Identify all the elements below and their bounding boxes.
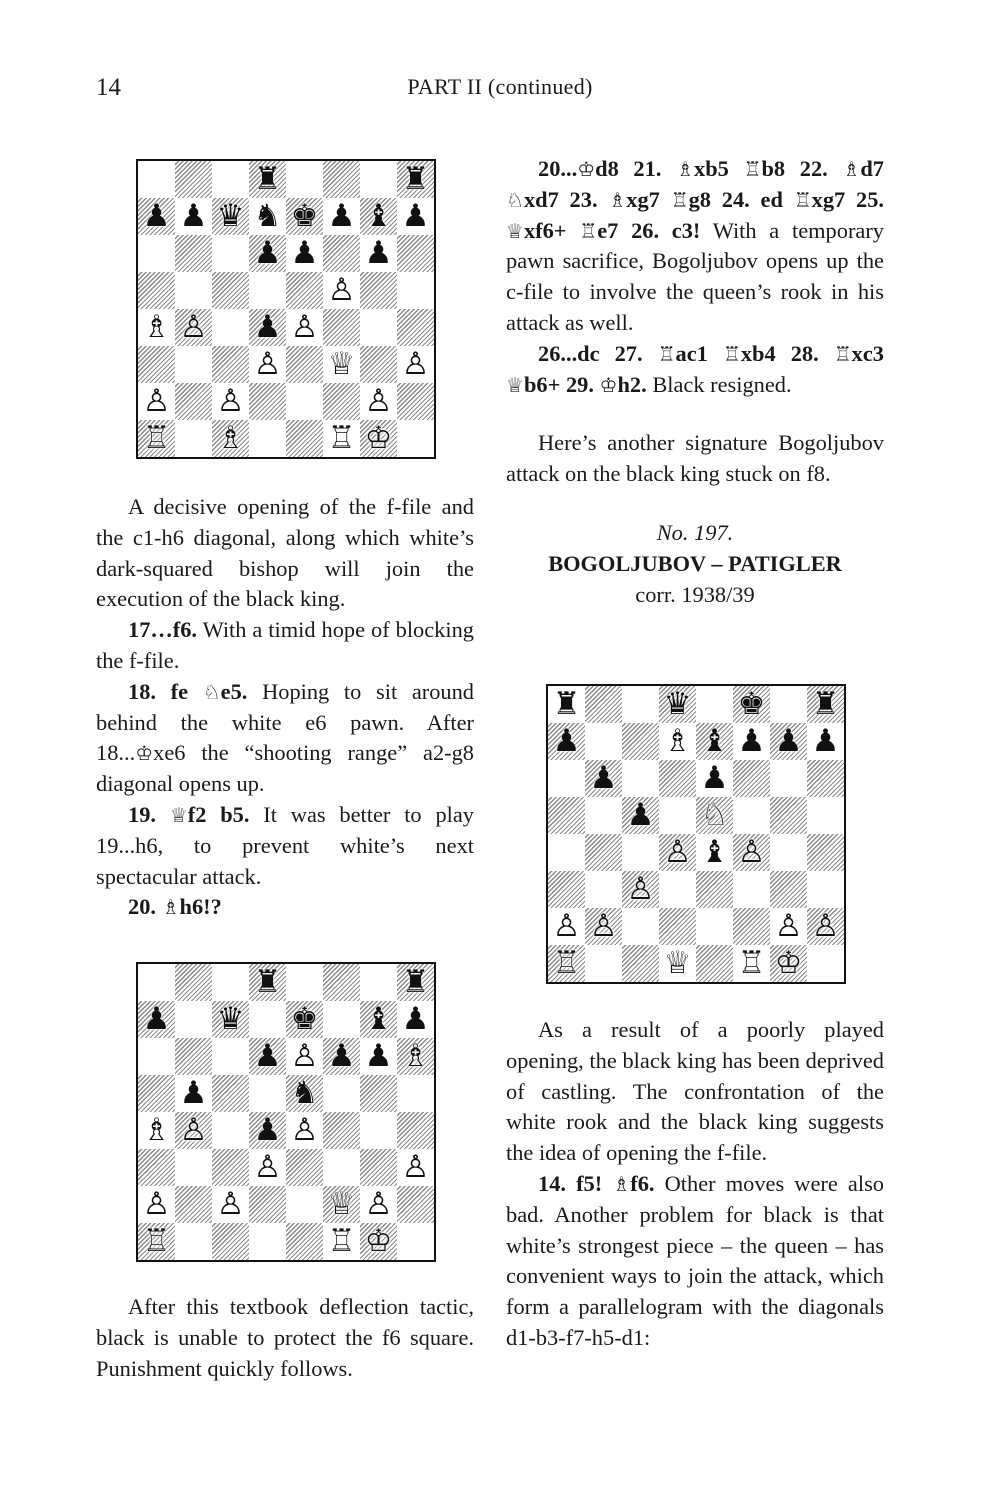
light-square — [323, 1075, 360, 1112]
black-pawn-icon: ♟ — [364, 1038, 393, 1074]
light-square — [212, 964, 249, 1001]
dark-square — [286, 1223, 323, 1260]
bishop-figurine-icon: ♗ — [608, 187, 627, 212]
dark-square — [585, 686, 622, 723]
white-pawn-icon: ♙ — [737, 834, 766, 870]
dark-square — [175, 1038, 212, 1075]
light-square — [323, 1149, 360, 1186]
light-square — [770, 686, 807, 723]
m1k: e7 26. c3! — [597, 217, 701, 243]
white-pawn-icon: ♙ — [401, 1149, 430, 1185]
dark-square — [548, 871, 585, 908]
light-square — [249, 420, 286, 457]
move-14-a: 14. f5! — [538, 1170, 613, 1196]
light-square — [659, 871, 696, 908]
m1i: xg7 25. — [811, 186, 885, 212]
light-square — [807, 871, 844, 908]
move-18-b: e5. — [220, 678, 248, 704]
white-pawn-icon: ♙ — [253, 1149, 282, 1185]
king-figurine-icon: ♔ — [135, 741, 154, 766]
black-bishop-icon: ♝ — [364, 1001, 393, 1037]
white-pawn-icon: ♙ — [253, 346, 282, 382]
dark-square — [323, 235, 360, 272]
black-pawn-icon: ♟ — [179, 198, 208, 234]
dark-square — [212, 1149, 249, 1186]
move-14-b: f6. — [630, 1170, 655, 1196]
light-square — [286, 964, 323, 1001]
light-square — [807, 945, 844, 982]
dark-square — [397, 235, 434, 272]
black-pawn-icon: ♟ — [253, 235, 282, 271]
white-rook-icon: ♖ — [327, 1223, 356, 1259]
black-pawn-icon: ♟ — [327, 198, 356, 234]
light-square — [286, 161, 323, 198]
light-square — [360, 964, 397, 1001]
rook-figurine-icon: ♖ — [657, 341, 676, 366]
m2a: 26...dc 27. — [538, 340, 658, 366]
rook-figurine-icon: ♖ — [793, 187, 812, 212]
black-bishop-icon: ♝ — [364, 198, 393, 234]
black-pawn-icon: ♟ — [552, 723, 581, 759]
m1d: b8 22. — [761, 156, 843, 181]
light-square — [138, 964, 175, 1001]
paragraph-move-19 — [96, 800, 474, 892]
dark-square — [807, 760, 844, 797]
dark-square — [397, 309, 434, 346]
black-pawn-icon: ♟ — [142, 198, 171, 234]
white-bishop-icon: ♗ — [663, 723, 692, 759]
m2e: b6+ 29. — [523, 371, 600, 397]
white-pawn-icon: ♙ — [290, 1112, 319, 1148]
game-number: No. 197. — [656, 519, 734, 545]
dark-square — [770, 871, 807, 908]
dark-square — [175, 161, 212, 198]
dark-square — [733, 760, 770, 797]
running-head: PART II (continued) — [407, 74, 593, 99]
dark-square — [360, 1149, 397, 1186]
black-pawn-icon: ♟ — [179, 1075, 208, 1111]
move-18-a: 18. fe — [128, 678, 203, 704]
white-rook-icon: ♖ — [552, 945, 581, 981]
dark-square — [323, 309, 360, 346]
light-square — [807, 797, 844, 834]
light-square — [249, 1001, 286, 1038]
white-pawn-icon: ♙ — [811, 908, 840, 944]
king-figurine-icon: ♔ — [577, 157, 596, 181]
paragraph-moves-26-29 — [506, 339, 884, 401]
comment-17: With a timid hope of blocking the f-file. — [96, 617, 474, 673]
black-rook-icon: ♜ — [401, 964, 430, 1000]
dark-square — [622, 723, 659, 760]
paragraph-move-17 — [96, 615, 474, 677]
white-pawn-icon: ♙ — [327, 272, 356, 308]
dark-square — [175, 383, 212, 420]
white-pawn-icon: ♙ — [216, 383, 245, 419]
white-rook-icon: ♖ — [142, 420, 171, 456]
black-king-icon: ♚ — [290, 198, 319, 234]
white-pawn-icon: ♙ — [142, 383, 171, 419]
right-column-upper — [506, 154, 884, 610]
black-pawn-icon: ♟ — [401, 198, 430, 234]
page-number: 14 — [96, 74, 121, 101]
white-pawn-icon: ♙ — [179, 309, 208, 345]
dark-square — [175, 1186, 212, 1223]
chess-diagram-1 — [136, 159, 436, 459]
m1b: d8 21. — [595, 156, 677, 181]
light-square — [397, 272, 434, 309]
dark-square — [323, 383, 360, 420]
light-square — [360, 161, 397, 198]
black-pawn-icon: ♟ — [253, 1112, 282, 1148]
game-event: corr. 1938/39 — [635, 581, 755, 607]
move-20-a: 20. — [128, 894, 162, 920]
black-pawn-icon: ♟ — [589, 760, 618, 796]
black-pawn-icon: ♟ — [142, 1001, 171, 1037]
light-square — [175, 1149, 212, 1186]
white-pawn-icon: ♙ — [364, 383, 393, 419]
white-pawn-icon: ♙ — [364, 1186, 393, 1222]
light-square — [175, 1001, 212, 1038]
white-rook-icon: ♖ — [737, 945, 766, 981]
black-queen-icon: ♛ — [216, 198, 245, 234]
light-square — [733, 797, 770, 834]
paragraph-poorly-played-opening: As a result of a poorly played opening, the black king has been deprived of castling. The confrontation of the white rook and the black king suggests the idea of opening the f-file. — [506, 1017, 884, 1166]
rook-figurine-icon: ♖ — [670, 187, 689, 212]
light-square — [323, 1001, 360, 1038]
m2c: xb4 28. — [740, 340, 834, 366]
light-square — [286, 1186, 323, 1223]
dark-square — [807, 834, 844, 871]
dark-square — [249, 383, 286, 420]
right-column-lower — [506, 1015, 884, 1354]
white-pawn-icon: ♙ — [290, 1038, 319, 1074]
dark-square — [212, 272, 249, 309]
light-square — [249, 1075, 286, 1112]
dark-square — [696, 871, 733, 908]
dark-square — [175, 235, 212, 272]
dark-square — [585, 834, 622, 871]
white-bishop-icon: ♗ — [142, 1112, 171, 1148]
paragraph-moves-20-26 — [506, 154, 884, 339]
dark-square — [360, 346, 397, 383]
game-title: BOGOLJUBOV – PATIGLER — [548, 550, 842, 576]
m1h: g8 24. ed — [688, 186, 794, 212]
black-knight-icon: ♞ — [253, 198, 282, 234]
knight-figurine-icon: ♘ — [506, 187, 524, 212]
light-square — [397, 420, 434, 457]
light-square — [622, 686, 659, 723]
white-pawn-icon: ♙ — [589, 908, 618, 944]
black-pawn-icon: ♟ — [401, 1001, 430, 1037]
move-19-b: f2 b5. — [187, 801, 250, 827]
dark-square — [138, 272, 175, 309]
move-19-a: 19. — [128, 801, 170, 827]
light-square — [249, 272, 286, 309]
black-rook-icon: ♜ — [253, 161, 282, 197]
dark-square — [360, 1075, 397, 1112]
rook-figurine-icon: ♖ — [833, 341, 852, 366]
white-queen-icon: ♕ — [327, 1186, 356, 1222]
rook-figurine-icon: ♖ — [579, 218, 598, 243]
chess-diagram-3 — [546, 684, 846, 984]
black-bishop-icon: ♝ — [700, 723, 729, 759]
move-14 — [538, 1171, 655, 1196]
light-square — [659, 797, 696, 834]
light-square — [175, 420, 212, 457]
dark-square — [659, 760, 696, 797]
chess-diagram-2 — [136, 962, 436, 1262]
dark-square — [323, 161, 360, 198]
comment-18b: xe6 the “shooting range” a2-g8 diagonal opens up. — [96, 740, 474, 797]
white-pawn-icon: ♙ — [401, 346, 430, 382]
dark-square — [286, 272, 323, 309]
black-knight-icon: ♞ — [290, 1075, 319, 1111]
move-17: 17…f6. — [128, 617, 198, 643]
dark-square — [138, 346, 175, 383]
dark-square — [360, 272, 397, 309]
light-square — [138, 1038, 175, 1075]
light-square — [175, 346, 212, 383]
light-square — [212, 161, 249, 198]
black-rook-icon: ♜ — [811, 686, 840, 722]
paragraph-move-20 — [96, 892, 474, 923]
white-queen-icon: ♕ — [663, 945, 692, 981]
light-square — [360, 1112, 397, 1149]
dark-square — [286, 346, 323, 383]
dark-square — [286, 1149, 323, 1186]
white-pawn-icon: ♙ — [552, 908, 581, 944]
light-square — [696, 686, 733, 723]
m2b: ac1 — [675, 340, 723, 366]
light-square — [175, 272, 212, 309]
light-square — [585, 797, 622, 834]
black-pawn-icon: ♟ — [290, 235, 319, 271]
dark-square — [397, 383, 434, 420]
white-queen-icon: ♕ — [327, 346, 356, 382]
m1j: xf6+ — [523, 217, 580, 243]
white-pawn-icon: ♙ — [142, 1186, 171, 1222]
paragraph-opening-f-file: A decisive opening of the f-file and the c1-h6 diagonal, along which white’s dark-squared bishop will join the execution of the black king. — [96, 494, 474, 612]
dark-square — [323, 964, 360, 1001]
move-18 — [128, 679, 247, 704]
comment-18a: Hoping to sit around behind the white e6 pawn. After 18... — [96, 678, 475, 766]
m1c: xb5 — [694, 156, 744, 181]
light-square — [360, 309, 397, 346]
black-queen-icon: ♛ — [216, 1001, 245, 1037]
bishop-figurine-icon: ♗ — [612, 1171, 631, 1196]
light-square — [212, 309, 249, 346]
black-king-icon: ♚ — [290, 1001, 319, 1037]
light-square — [770, 760, 807, 797]
light-square — [622, 760, 659, 797]
light-square — [212, 1112, 249, 1149]
dark-square — [323, 1112, 360, 1149]
black-queen-icon: ♛ — [663, 686, 692, 722]
dark-square — [249, 1186, 286, 1223]
black-pawn-icon: ♟ — [811, 723, 840, 759]
black-pawn-icon: ♟ — [253, 1038, 282, 1074]
paragraph-move-14 — [506, 1169, 884, 1354]
m1f: xd7 23. — [523, 186, 609, 212]
white-pawn-icon: ♙ — [179, 1112, 208, 1148]
paragraph-move-18 — [96, 677, 474, 800]
left-column-lower — [96, 1292, 474, 1384]
light-square — [286, 383, 323, 420]
dark-square — [622, 945, 659, 982]
dark-square — [733, 908, 770, 945]
m1a: 20... — [538, 156, 578, 181]
light-square — [770, 834, 807, 871]
m2d: xc3 — [851, 340, 884, 366]
m1g: xg7 — [626, 186, 671, 212]
black-pawn-icon: ♟ — [737, 723, 766, 759]
black-pawn-icon: ♟ — [253, 309, 282, 345]
dark-square — [548, 797, 585, 834]
comment-14: Other moves were also bad. Another problem for black is that white’s strongest piece – the queen – has convenient ways to join the attack, which form a parallelogram with the diagonals d1-b3-f7-h5-d1: — [506, 1170, 884, 1350]
move-20 — [128, 894, 222, 919]
paragraph-deflection: After this textbook deflection tactic, black is unable to protect the f6 square. Punishment quickly follows. — [96, 1294, 474, 1381]
rook-figurine-icon: ♖ — [743, 157, 762, 181]
bishop-figurine-icon: ♗ — [842, 157, 861, 181]
white-pawn-icon: ♙ — [774, 908, 803, 944]
dark-square — [397, 1186, 434, 1223]
queen-figurine-icon: ♕ — [506, 218, 524, 243]
queen-figurine-icon: ♕ — [506, 372, 524, 397]
m1e: d7 — [860, 156, 884, 181]
black-king-icon: ♚ — [737, 686, 766, 722]
black-rook-icon: ♜ — [253, 964, 282, 1000]
dark-square — [175, 964, 212, 1001]
bishop-figurine-icon: ♗ — [161, 895, 180, 920]
comment-29: Black resigned. — [646, 371, 792, 397]
king-figurine-icon: ♔ — [599, 372, 618, 397]
dark-square — [138, 1149, 175, 1186]
light-square — [585, 945, 622, 982]
dark-square — [659, 908, 696, 945]
left-column-upper — [96, 492, 474, 923]
rook-figurine-icon: ♖ — [722, 341, 741, 366]
light-square — [548, 760, 585, 797]
knight-figurine-icon: ♘ — [202, 679, 221, 704]
white-pawn-icon: ♙ — [290, 309, 319, 345]
light-square — [249, 1223, 286, 1260]
light-square — [397, 1075, 434, 1112]
black-rook-icon: ♜ — [552, 686, 581, 722]
comment-19: It was better to play 19...h6, to prevent white’s next spectacular attack. — [96, 801, 474, 889]
move-20-b: h6!? — [179, 894, 222, 920]
white-bishop-icon: ♗ — [216, 420, 245, 456]
black-rook-icon: ♜ — [401, 161, 430, 197]
bishop-figurine-icon: ♗ — [676, 157, 695, 181]
light-square — [212, 1038, 249, 1075]
light-square — [585, 871, 622, 908]
black-pawn-icon: ♟ — [327, 1038, 356, 1074]
light-square — [696, 908, 733, 945]
light-square — [622, 834, 659, 871]
queen-figurine-icon: ♕ — [169, 802, 188, 827]
dark-square — [212, 1075, 249, 1112]
black-pawn-icon: ♟ — [774, 723, 803, 759]
light-square — [585, 723, 622, 760]
white-king-icon: ♔ — [774, 945, 803, 981]
dark-square — [286, 420, 323, 457]
paragraph-intro-next-game: Here’s another signature Bogoljubov attack on the black king stuck on f8. — [506, 430, 884, 487]
black-pawn-icon: ♟ — [364, 235, 393, 271]
light-square — [622, 908, 659, 945]
dark-square — [138, 1075, 175, 1112]
black-bishop-icon: ♝ — [700, 834, 729, 870]
m2f: h2. — [617, 371, 647, 397]
white-pawn-icon: ♙ — [626, 871, 655, 907]
light-square — [138, 161, 175, 198]
white-bishop-icon: ♗ — [401, 1038, 430, 1074]
white-king-icon: ♔ — [364, 420, 393, 456]
white-pawn-icon: ♙ — [216, 1186, 245, 1222]
white-rook-icon: ♖ — [142, 1223, 171, 1259]
dark-square — [212, 1223, 249, 1260]
light-square — [138, 235, 175, 272]
black-pawn-icon: ♟ — [700, 760, 729, 796]
white-king-icon: ♔ — [364, 1223, 393, 1259]
move-19 — [128, 802, 249, 827]
light-square — [548, 834, 585, 871]
light-square — [397, 1223, 434, 1260]
dark-square — [212, 346, 249, 383]
dark-square — [770, 797, 807, 834]
light-square — [175, 1223, 212, 1260]
dark-square — [397, 1112, 434, 1149]
white-knight-icon: ♘ — [700, 797, 729, 833]
white-rook-icon: ♖ — [327, 420, 356, 456]
white-pawn-icon: ♙ — [663, 834, 692, 870]
comment-26: With a temporary pawn sacrifice, Bogoljubov opens up the c-file to involve the queen’s rook in his attack as well. — [506, 217, 884, 335]
white-bishop-icon: ♗ — [142, 309, 171, 345]
light-square — [212, 235, 249, 272]
light-square — [733, 871, 770, 908]
black-pawn-icon: ♟ — [626, 797, 655, 833]
dark-square — [696, 945, 733, 982]
